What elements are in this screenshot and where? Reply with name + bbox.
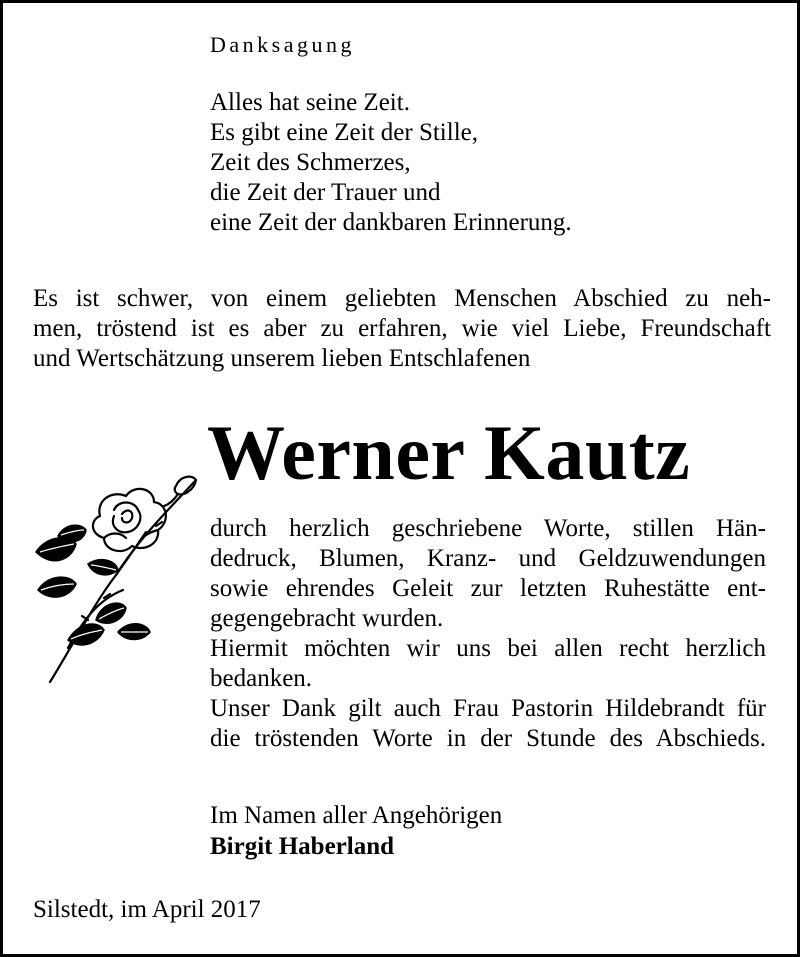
poem-line: Zeit des Schmerzes,: [210, 149, 411, 176]
intro-line: Es ist schwer, von einem geliebten Menschen Abschied zu neh-: [33, 285, 771, 312]
body-line: die tröstenden Worte in der Stunde des Abschieds.: [210, 725, 766, 752]
body-line: bedanken.: [210, 665, 313, 692]
body-line: dedruck, Blumen, Kranz- und Geldzuwendungen: [210, 545, 766, 572]
body-line: Unser Dank gilt auch Frau Pastorin Hildebrandt für: [210, 695, 766, 722]
intro-paragraph: [33, 284, 771, 374]
poem: [210, 88, 572, 238]
thanks-paragraph: [210, 514, 766, 754]
body-line: durch herzlich geschriebene Worte, stillen Hän-: [210, 515, 766, 542]
body-line: sowie ehrendes Geleit zur letzten Ruhestätte ent-: [210, 575, 766, 602]
poem-line: Es gibt eine Zeit der Stille,: [210, 119, 478, 146]
body-line: Hiermit möchten wir uns bei allen recht herzlich: [210, 635, 766, 662]
place-date: Silstedt, im April 2017: [33, 896, 261, 923]
closing-line: Im Namen aller Angehörigen: [210, 802, 503, 829]
poem-line: eine Zeit der dankbaren Erinnerung.: [210, 209, 572, 236]
intro-line: und Wertschätzung unserem lieben Entschlafenen: [33, 345, 531, 372]
rose-icon: [28, 470, 206, 690]
poem-line: die Zeit der Trauer und: [210, 179, 441, 206]
poem-line: Alles hat seine Zeit.: [210, 89, 410, 116]
signature: Birgit Haberland: [210, 833, 395, 860]
notice-heading: Danksagung: [210, 32, 355, 57]
deceased-name: Werner Kautz: [207, 409, 691, 496]
body-line: gegengebracht wurden.: [210, 605, 444, 632]
closing-block: [210, 800, 502, 862]
intro-line: men, tröstend ist es aber zu erfahren, wie viel Liebe, Freundschaft: [33, 315, 771, 342]
